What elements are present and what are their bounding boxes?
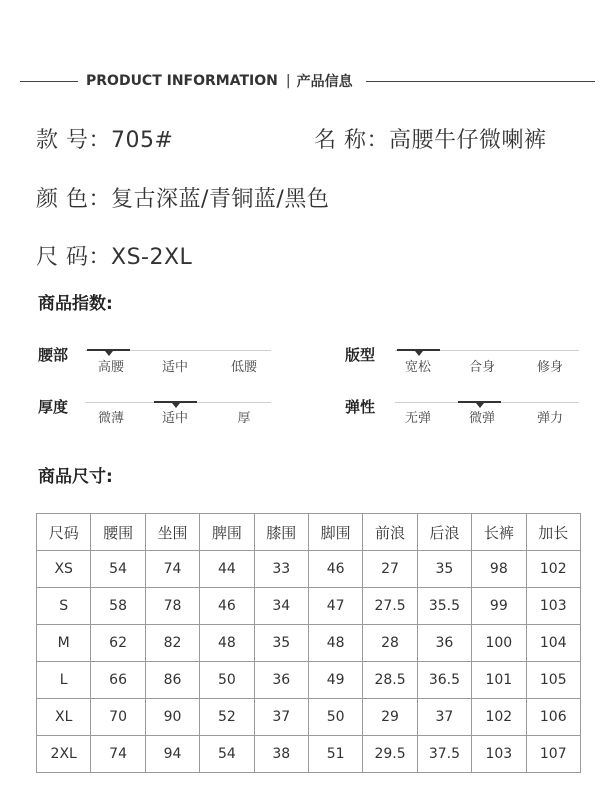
table-cell: 27.5: [363, 588, 417, 625]
size-table: [36, 513, 581, 773]
header-rule-left: [20, 81, 78, 82]
table-cell: 46: [308, 551, 362, 588]
table-cell: 74: [91, 736, 145, 773]
table-cell: 38: [254, 736, 308, 773]
index-label-fit: 版型: [345, 346, 376, 364]
index-option: 低腰: [230, 360, 257, 375]
table-cell: 35: [254, 625, 308, 662]
index-marker-thickness: [154, 401, 197, 403]
table-cell: 49: [308, 662, 362, 699]
table-header-row: [37, 514, 581, 551]
table-header-cell: 坐围: [145, 514, 199, 551]
index-label-thickness: 厚度: [38, 398, 69, 416]
table-cell: 103: [526, 588, 580, 625]
index-marker-fit: [397, 349, 440, 351]
table-cell: 28.5: [363, 662, 417, 699]
index-label-waist: 腰部: [38, 346, 69, 364]
product-colors: 颜 色：复古深蓝/青铜蓝/黑色: [36, 187, 330, 212]
index-marker-stretch: [458, 401, 501, 403]
table-cell: 34: [254, 588, 308, 625]
table-cell: 54: [91, 551, 145, 588]
table-cell: S: [37, 588, 91, 625]
index-option: 宽松: [404, 360, 431, 375]
table-cell: 44: [200, 551, 254, 588]
table-cell: 86: [145, 662, 199, 699]
table-header-cell: 前浪: [363, 514, 417, 551]
table-header-cell: 膝围: [254, 514, 308, 551]
table-cell: 94: [145, 736, 199, 773]
table-cell: 37: [417, 699, 471, 736]
section-header: [86, 71, 362, 91]
index-option: 适中: [161, 360, 188, 375]
table-cell: 48: [200, 625, 254, 662]
index-option: 合身: [468, 360, 495, 375]
size-range: 尺 码：XS-2XL: [36, 245, 193, 270]
table-cell: 106: [526, 699, 580, 736]
index-option: 厚: [237, 411, 251, 426]
table-cell: 102: [526, 551, 580, 588]
index-option: 修身: [536, 360, 563, 375]
table-cell: XS: [37, 551, 91, 588]
table-row: [37, 551, 581, 588]
table-cell: 37: [254, 699, 308, 736]
table-cell: 54: [200, 736, 254, 773]
index-option: 弹力: [536, 411, 563, 426]
table-cell: 58: [91, 588, 145, 625]
table-cell: 103: [472, 736, 526, 773]
table-row: [37, 588, 581, 625]
table-cell: XL: [37, 699, 91, 736]
table-header-cell: 加长: [526, 514, 580, 551]
table-cell: 47: [308, 588, 362, 625]
table-cell: 28: [363, 625, 417, 662]
product-name: 名 称：高腰牛仔微喇裤: [314, 128, 547, 153]
table-cell: 36: [417, 625, 471, 662]
table-cell: 101: [472, 662, 526, 699]
table-cell: 29.5: [363, 736, 417, 773]
table-cell: 78: [145, 588, 199, 625]
table-header-cell: 脚围: [308, 514, 362, 551]
table-cell: 36: [254, 662, 308, 699]
table-cell: 104: [526, 625, 580, 662]
table-cell: 48: [308, 625, 362, 662]
table-cell: 100: [472, 625, 526, 662]
table-row: [37, 699, 581, 736]
table-cell: 66: [91, 662, 145, 699]
size-title: 商品尺寸:: [38, 467, 113, 487]
table-cell: 82: [145, 625, 199, 662]
table-cell: 33: [254, 551, 308, 588]
index-option: 无弹: [404, 411, 431, 426]
table-cell: 74: [145, 551, 199, 588]
table-cell: 99: [472, 588, 526, 625]
index-title: 商品指数:: [38, 294, 113, 314]
table-cell: L: [37, 662, 91, 699]
header-title-cn: 产品信息: [296, 74, 353, 90]
table-cell: 105: [526, 662, 580, 699]
header-rule-right: [366, 81, 595, 82]
table-cell: 102: [472, 699, 526, 736]
table-cell: 70: [91, 699, 145, 736]
table-cell: 107: [526, 736, 580, 773]
table-cell: 90: [145, 699, 199, 736]
table-header-cell: 后浪: [417, 514, 471, 551]
table-cell: 98: [472, 551, 526, 588]
table-header-cell: 脾围: [200, 514, 254, 551]
table-cell: 27: [363, 551, 417, 588]
header-separator: |: [285, 73, 291, 89]
index-option: 微弹: [468, 411, 495, 426]
table-cell: 51: [308, 736, 362, 773]
index-option: 适中: [161, 411, 188, 426]
table-cell: 35.5: [417, 588, 471, 625]
index-option: 微薄: [97, 411, 124, 426]
table-cell: 2XL: [37, 736, 91, 773]
table-row: [37, 625, 581, 662]
table-cell: 50: [200, 662, 254, 699]
table-row: [37, 662, 581, 699]
table-cell: 50: [308, 699, 362, 736]
table-cell: 36.5: [417, 662, 471, 699]
table-header-cell: 腰围: [91, 514, 145, 551]
table-cell: 62: [91, 625, 145, 662]
index-label-stretch: 弹性: [345, 398, 376, 416]
table-cell: 52: [200, 699, 254, 736]
header-title-en: PRODUCT INFORMATION: [86, 73, 278, 89]
table-header-cell: 尺码: [37, 514, 91, 551]
table-cell: 37.5: [417, 736, 471, 773]
index-option: 高腰: [97, 360, 124, 375]
table-header-cell: 长裤: [472, 514, 526, 551]
table-cell: 29: [363, 699, 417, 736]
table-row: [37, 736, 581, 773]
index-marker-waist: [87, 349, 130, 351]
style-number: 款 号：705#: [36, 128, 174, 153]
table-cell: M: [37, 625, 91, 662]
table-cell: 46: [200, 588, 254, 625]
table-cell: 35: [417, 551, 471, 588]
